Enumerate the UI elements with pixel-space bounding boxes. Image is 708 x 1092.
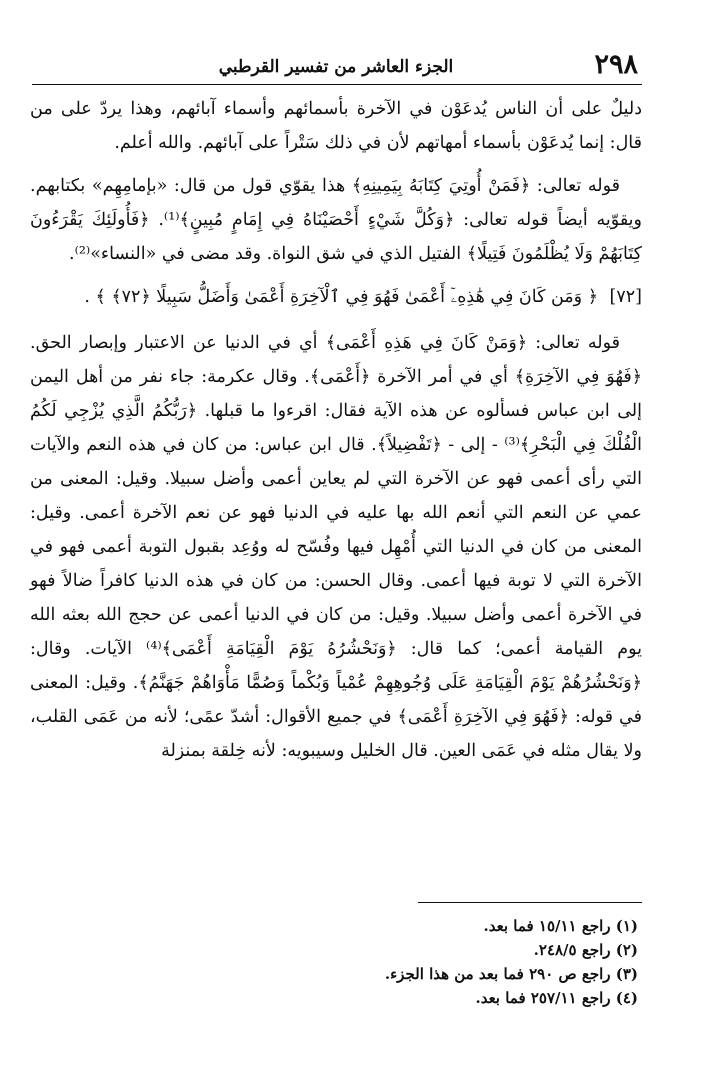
footnote-2: (٢) راجع ٢٤٨/٥. [533, 941, 638, 959]
page-number: ٢٩٨ [594, 49, 638, 80]
running-title: الجزء العاشر من تفسير القرطبي [218, 57, 454, 77]
footnote-1: (١) راجع ١٥/١١ فما بعد. [483, 917, 638, 935]
header-rule [32, 84, 642, 85]
body-text [30, 92, 642, 768]
verse-text: ﴿ وَمَن كَانَ فِي هَٰذِهِۦٓ أَعْمَىٰ فَهُوَ فِي ٱلْآخِرَةِ أَعْمَىٰ وَأَضَلُّ سَبِيلًا ﴿٧٢﴾ ﴾ . [84, 287, 598, 307]
page-header [30, 50, 642, 86]
footnote-4: (٤) راجع ٢٥٧/١١ فما بعد. [475, 989, 638, 1007]
footnote-rule [418, 902, 642, 903]
footnotes [30, 914, 642, 1010]
footnote-3: (٣) راجع ص ٢٩٠ فما بعد من هذا الجزء. [384, 965, 638, 983]
paragraph-commentary-71: قوله تعالى: ﴿فَمَنْ أُوتِيَ كِتَابَهُ بِيَمِينِهِ﴾ هذا يقوّي قول من قال: «بإمامِهِم» بكتابهم. ويقوّيه أيضاً قوله تعالى: ﴿وَكُلَّ شَيْءٍ أَحْصَيْنَاهُ فِي إِمَامٍ مُبِينٍ﴾⁽¹⁾. ﴿فَأُولَئِكَ يَقْرَءُونَ كِتَابَهُمْ وَلَا يُظْلَمُونَ فَتِيلًا﴾ الفتيل الذي في شق النواة. وقد مضى في «النساء»⁽²⁾. [30, 176, 642, 264]
paragraph-commentary-72: قوله تعالى: ﴿وَمَنْ كَانَ فِي هَذِهِ أَعْمَى﴾ أي في الدنيا عن الاعتبار وإبصار الحق. ﴿فَهُوَ فِي الآخِرَةِ﴾ أي في أمر الآخرة ﴿أَعْمَى﴾. وقال عكرمة: جاء نفر من أهل اليمن إلى ابن عباس فسألوه عن هذه الآية فقال: اقرءوا ما قبلها. ﴿رَبُّكُمُ الَّذِي يُزْجِي لَكُمُ الْفُلْكَ فِي الْبَحْرِ﴾⁽³⁾ - إلى - ﴿تَفْضِيلاً﴾. قال ابن عباس: من كان في هذه النعم والآيات التي رأى أعمى فهو عن الآخرة التي لم يعاين أعمى وأضل سبيلا. وقيل: المعنى من عمي عن النعم التي أنعم الله بها عليه في الدنيا فهو عن نعم الآخرة أعمى. وقيل: المعنى من كان في الدنيا التي أُمْهِل فيها وفُسّح له ووُعِد بقبول التوبة أعمى فهو في الآخرة التي لا توبة فيها أعمى. وقال الحسن: من كان في هذه الدنيا كافراً ضالاً فهو في الآخرة أعمى وأضل سبيلا. وقيل: من كان في الدنيا أعمى عن حجج الله بعثه الله يوم القيامة أعمى؛ كما قال: ﴿وَنَحْشُرُهُ يَوْمَ الْقِيَامَةِ أَعْمَى﴾⁽⁴⁾ الآيات. وقال: ﴿وَنَحْشُرُهُمْ يَوْمَ الْقِيَامَةِ عَلَى وُجُوهِهِمْ عُمْياً وَبُكْماً وَصُمًّا مَأْوَاهُمْ جَهَنَّمُ﴾. وقيل: المعنى في قوله: ﴿فَهُوَ فِي الآخِرَةِ أَعْمَى﴾ في جميع الأقوال: أشدّ عمًى؛ لأنه من عَمَى القلب، ولا يقال مثله في عَمَى العين. قال الخليل وسيبويه: لأنه خِلقة بمنزلة [30, 333, 642, 761]
quran-verse-72 [30, 280, 642, 314]
paragraph-intro: دليلٌ على أن الناس يُدعَوْن في الآخرة بأسمائهم وأسماء آبائهم، وهذا يردّ على من قال: إنما يُدعَوْن بأسماء أمهاتهم لأن في ذلك سَتْراً على آبائهم. والله أعلم. [30, 99, 642, 153]
book-page [30, 50, 642, 1070]
verse-number: [٧٢] [609, 287, 642, 307]
